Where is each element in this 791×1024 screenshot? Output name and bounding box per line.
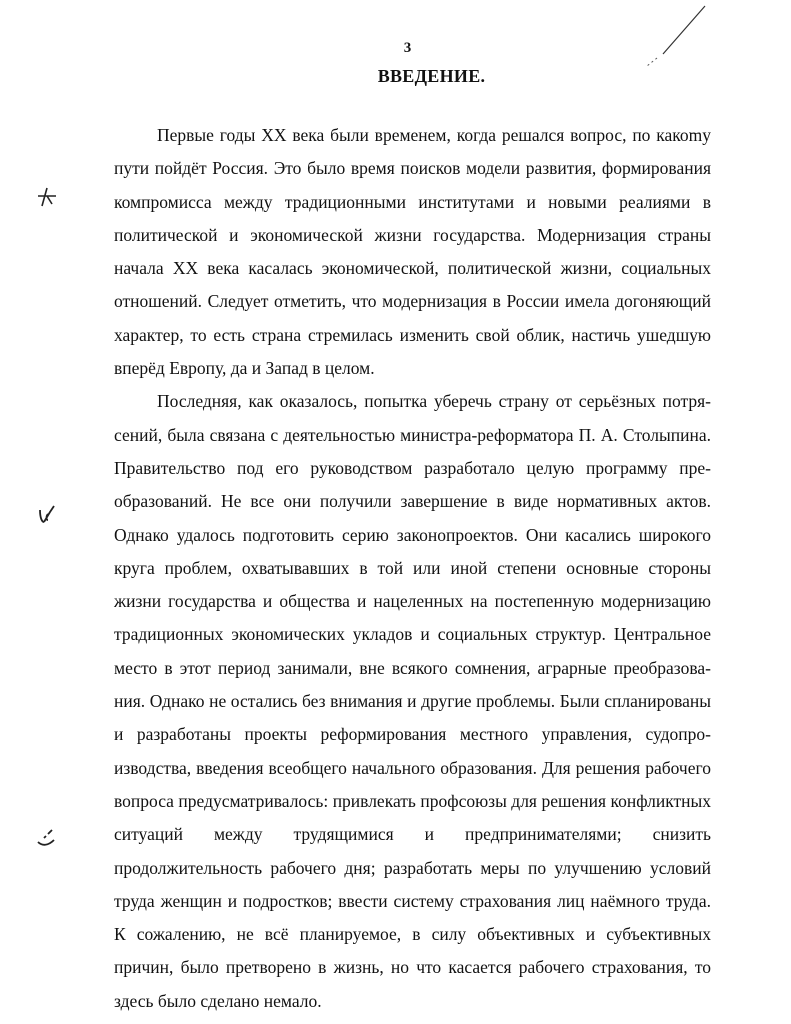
page-number: 3 xyxy=(403,40,412,56)
paragraph: Первые годы XX века были временем, когда решался вопрос, по какоmу пути пойдёт Россия. Это было время поисков модели развития, формирования компромисса между традиционными институтами и новыми реалиями в политической и экономической жизни государства. Модернизация страны начала XX века касалась экономической, политической жизни, социальных отношений. Следует отметить, что модернизация в России имела догоняющий характер, то есть страна стремилась изменить свой облик, настичь ушедшую вперёд Европу, да и Запад в целом. xyxy=(114,125,711,379)
margin-pencil-mark-icon xyxy=(34,184,60,210)
body-text xyxy=(114,119,711,1018)
page-title: ВВЕДЕНИЕ. xyxy=(377,66,486,86)
paragraph: Последняя, как оказалось, попытка уберечь страну от серьёзных потрясений, была связана с деятельностью министра-реформатора П. А. Столыпина. Правительство под его руководством разработало целую программу преобразований. Не все они получили завершение в виде нормативных актов. Однако удалось подготовить серию законопроектов. Они касались широкого круга проблем, охватывавших в той или иной степени основные стороны жизни государства и общества и нацеленных на постепенную модернизацию традиционных экономических укладов и социальных структур. Центральное место в этот период занимали, вне всякого сомнения, аграрные преобразования. Однако не остались без внимания и другие проблемы. Были спланированы и разработаны проекты реформирования местного управления, судопроизводства, введения всеобщего начального образования. Для решения рабочего вопроса предусматривалось: привлекать профсоюзы для решения конфликтных ситуаций между трудящимися и предпринимателями; снизить продолжительность рабочего дня; разработать меры по улучшению условий труда женщин и подростков; ввести систему страхования лиц наёмного труда. К сожалению, не всё планируемое, в силу объективных и субъективных причин, было претворено в жизнь, но что касается рабочего страхования, то здесь было сделано немало. xyxy=(114,391,711,1011)
margin-pencil-mark-icon xyxy=(34,826,60,852)
margin-pencil-mark-icon xyxy=(34,500,60,526)
pencil-stroke-icon xyxy=(641,4,711,68)
